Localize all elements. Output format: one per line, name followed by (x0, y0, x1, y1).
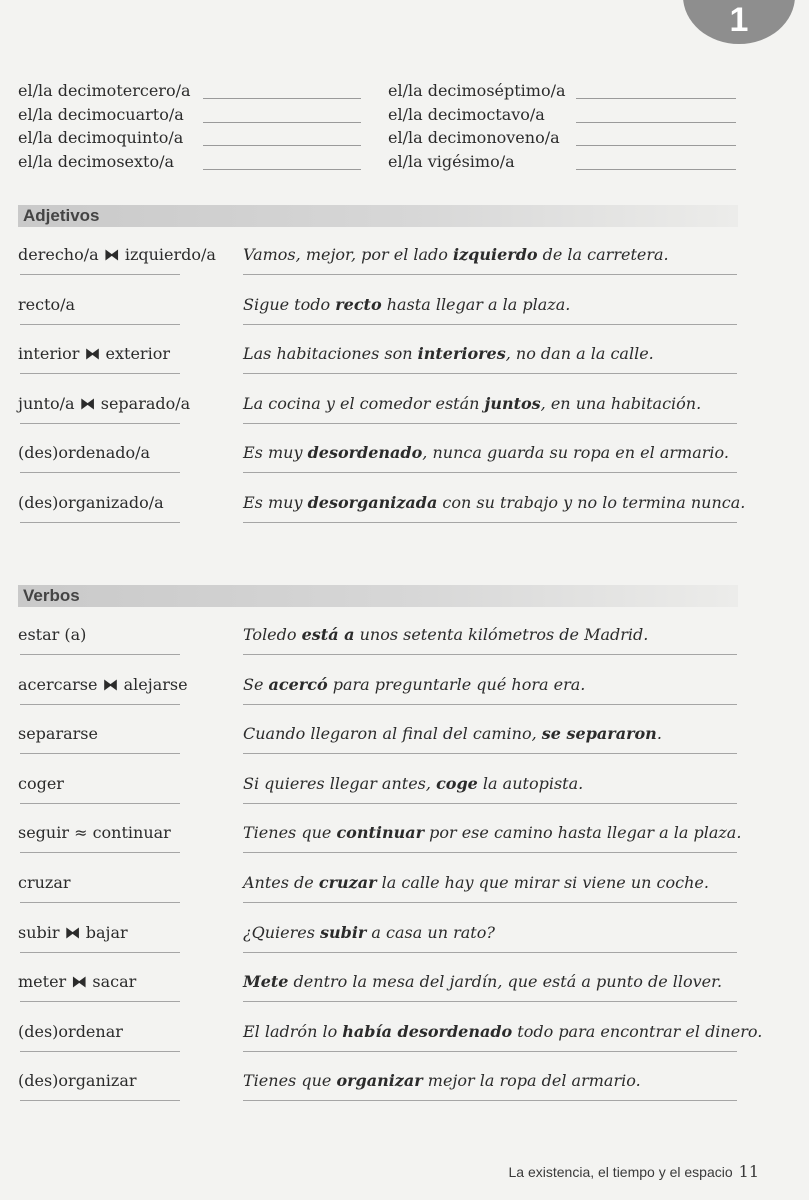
term-answer-line[interactable] (20, 902, 180, 903)
example-keyword: acercó (268, 674, 328, 694)
example-answer-line[interactable] (243, 423, 737, 424)
example-text: El ladrón lo (243, 1021, 343, 1041)
term-answer-line[interactable] (20, 852, 180, 853)
example-sentence (243, 294, 743, 316)
example-text: con su trabajo y no lo termina nunca. (437, 493, 746, 512)
answer-blank-left[interactable] (203, 145, 361, 146)
vocab-term: junto/a ⧓ separado/a (18, 393, 191, 413)
example-keyword: se separaron (541, 724, 657, 744)
example-text: para preguntarle qué hora era. (327, 674, 586, 694)
answer-blank-left[interactable] (203, 169, 361, 170)
example-answer-line[interactable] (243, 902, 737, 903)
example-keyword: había desordenado (342, 1021, 513, 1041)
adjetivos-heading-bar (18, 205, 738, 227)
adjetivos-heading: Adjetivos (23, 206, 100, 225)
example-sentence (243, 674, 743, 696)
term-answer-line[interactable] (20, 423, 180, 424)
example-sentence (243, 922, 743, 944)
answer-blank-right[interactable] (576, 145, 736, 146)
example-text: la calle hay que mirar si viene un coche. (376, 873, 709, 892)
example-sentence (243, 723, 743, 745)
vocab-entry (0, 1021, 809, 1071)
example-text: Antes de (243, 873, 319, 892)
ordinal-row (18, 80, 748, 104)
example-text: de la carretera. (537, 245, 669, 264)
example-text: por ese camino hasta llegar a la plaza. (424, 823, 742, 843)
example-text: . (656, 724, 662, 744)
answer-blank-right[interactable] (576, 98, 736, 99)
vocab-term: cruzar (18, 873, 71, 892)
vocab-term: estar (a) (18, 625, 87, 644)
ordinal-left: el/la decimosexto/a (18, 151, 175, 171)
example-answer-line[interactable] (243, 704, 737, 705)
ordinal-row (18, 151, 748, 175)
term-answer-line[interactable] (20, 274, 180, 275)
example-text: a casa un rato? (366, 922, 495, 942)
vocab-term: (des)organizado/a (18, 493, 164, 512)
example-text: la autopista. (477, 773, 584, 793)
example-text: mejor la ropa del armario. (422, 1071, 641, 1091)
term-answer-line[interactable] (20, 704, 180, 705)
example-text: La cocina y el comedor están (243, 393, 485, 413)
example-text: Cuando llegaron al final del camino, (243, 724, 542, 744)
answer-blank-right[interactable] (576, 122, 736, 123)
example-keyword: desordenado (307, 443, 423, 463)
example-keyword: desorganizada (307, 493, 438, 512)
vocab-entry (0, 773, 809, 823)
vocab-entry (0, 624, 809, 674)
vocab-entry (0, 971, 809, 1021)
example-answer-line[interactable] (243, 852, 737, 853)
ordinal-left: el/la decimocuarto/a (18, 104, 184, 124)
example-answer-line[interactable] (243, 803, 737, 804)
example-text: Es muy (243, 493, 308, 512)
answer-blank-left[interactable] (203, 122, 361, 123)
example-answer-line[interactable] (243, 373, 737, 374)
vocab-entry (0, 343, 809, 393)
chapter-number: 1 (729, 1, 749, 39)
ordinal-right: el/la decimoctavo/a (388, 104, 545, 124)
vocab-term: separarse (18, 724, 98, 744)
ordinal-right: el/la decimoséptimo/a (388, 81, 566, 100)
vocab-term: meter ⧓ sacar (18, 972, 137, 992)
example-text: Las habitaciones son (243, 344, 418, 364)
term-answer-line[interactable] (20, 1051, 180, 1052)
example-text: dentro la mesa del jardín, que está a punto de llover. (288, 972, 723, 992)
term-answer-line[interactable] (20, 1100, 180, 1101)
example-sentence (243, 1021, 763, 1043)
term-answer-line[interactable] (20, 324, 180, 325)
example-text: , no dan a la calle. (505, 344, 654, 364)
verbos-heading-bar (18, 585, 738, 607)
vocab-term: recto/a (18, 294, 76, 314)
ordinal-right: el/la decimonoveno/a (388, 128, 560, 147)
example-text: hasta llegar a la plaza. (381, 294, 571, 314)
vocab-entry (0, 872, 809, 922)
vocab-term: acercarse ⧓ alejarse (18, 674, 188, 694)
vocab-entry (0, 822, 809, 872)
example-sentence (243, 343, 743, 365)
term-answer-line[interactable] (20, 753, 180, 754)
example-sentence (243, 971, 743, 993)
example-keyword: coge (436, 773, 478, 793)
example-answer-line[interactable] (243, 1001, 737, 1002)
vocab-entry (0, 294, 809, 344)
vocab-term: (des)ordenar (18, 1021, 123, 1041)
example-sentence (243, 1070, 743, 1092)
example-keyword: juntos (484, 393, 541, 413)
example-text: Toledo (243, 625, 302, 644)
page-footer (509, 1162, 759, 1181)
verbos-heading: Verbos (23, 586, 80, 605)
vocab-entry (0, 492, 809, 542)
term-answer-line[interactable] (20, 952, 180, 953)
example-answer-line[interactable] (243, 472, 737, 473)
term-answer-line[interactable] (20, 373, 180, 374)
example-answer-line[interactable] (243, 522, 737, 523)
vocab-entry (0, 674, 809, 724)
answer-blank-right[interactable] (576, 169, 736, 170)
vocab-entry (0, 723, 809, 773)
page-number: 11 (738, 1162, 759, 1181)
example-keyword: interiores (417, 344, 506, 364)
example-sentence (243, 393, 743, 415)
term-answer-line[interactable] (20, 522, 180, 523)
footer-title: La existencia, el tiempo y el espacio (508, 1164, 733, 1180)
chapter-tab (683, 0, 795, 44)
term-answer-line[interactable] (20, 803, 180, 804)
example-text: Vamos, mejor, por el lado (243, 245, 454, 264)
example-keyword: cruzar (318, 873, 377, 892)
example-answer-line[interactable] (243, 1100, 737, 1101)
vocab-term: interior ⧓ exterior (18, 344, 170, 364)
example-text: Si quieres llegar antes, (243, 773, 437, 793)
example-text: ¿Quieres (243, 922, 320, 942)
example-keyword: izquierdo (453, 245, 538, 264)
ordinal-row (18, 127, 748, 151)
example-answer-line[interactable] (243, 952, 737, 953)
example-text: unos setenta kilómetros de Madrid. (354, 625, 649, 644)
example-sentence (243, 492, 746, 514)
term-answer-line[interactable] (20, 654, 180, 655)
example-text: , nunca guarda su ropa en el armario. (422, 443, 729, 463)
example-text: Tienes que (243, 1071, 337, 1091)
ordinal-left: el/la decimotercero/a (18, 81, 191, 100)
example-answer-line[interactable] (243, 324, 737, 325)
example-keyword: organizar (336, 1071, 423, 1091)
example-answer-line[interactable] (243, 753, 737, 754)
example-keyword: Mete (243, 972, 289, 992)
term-answer-line[interactable] (20, 1001, 180, 1002)
example-text: , en una habitación. (540, 393, 702, 413)
example-text: Sigue todo (243, 294, 336, 314)
vocab-term: (des)organizar (18, 1071, 137, 1091)
vocab-term: subir ⧓ bajar (18, 922, 128, 942)
vocab-entry (0, 922, 809, 972)
example-keyword: continuar (336, 823, 425, 843)
example-sentence (243, 773, 743, 795)
vocab-term: (des)ordenado/a (18, 443, 151, 463)
example-keyword: subir (320, 922, 367, 942)
ordinal-right: el/la vigésimo/a (388, 151, 515, 171)
vocab-term: seguir ≈ continuar (18, 823, 171, 843)
example-text: Es muy (243, 443, 308, 463)
example-sentence (243, 872, 743, 894)
example-answer-line[interactable] (243, 654, 737, 655)
example-sentence (243, 442, 743, 464)
example-text: Se (243, 674, 269, 694)
example-answer-line[interactable] (243, 1051, 737, 1052)
vocab-entry (0, 244, 809, 294)
ordinals-list (18, 80, 748, 174)
vocab-term: coger (18, 773, 64, 793)
example-text: todo para encontrar el dinero. (512, 1021, 763, 1041)
example-keyword: está a (301, 625, 355, 644)
vocab-entry (0, 1070, 809, 1120)
vocab-term: derecho/a ⧓ izquierdo/a (18, 245, 216, 264)
example-sentence (243, 244, 743, 266)
ordinal-left: el/la decimoquinto/a (18, 128, 184, 147)
vocab-entry (0, 442, 809, 492)
example-answer-line[interactable] (243, 274, 737, 275)
term-answer-line[interactable] (20, 472, 180, 473)
ordinal-row (18, 104, 748, 128)
example-sentence (243, 624, 743, 646)
example-sentence (243, 822, 743, 844)
example-text: Tienes que (243, 823, 337, 843)
vocab-entry (0, 393, 809, 443)
example-keyword: recto (335, 294, 382, 314)
answer-blank-left[interactable] (203, 98, 361, 99)
